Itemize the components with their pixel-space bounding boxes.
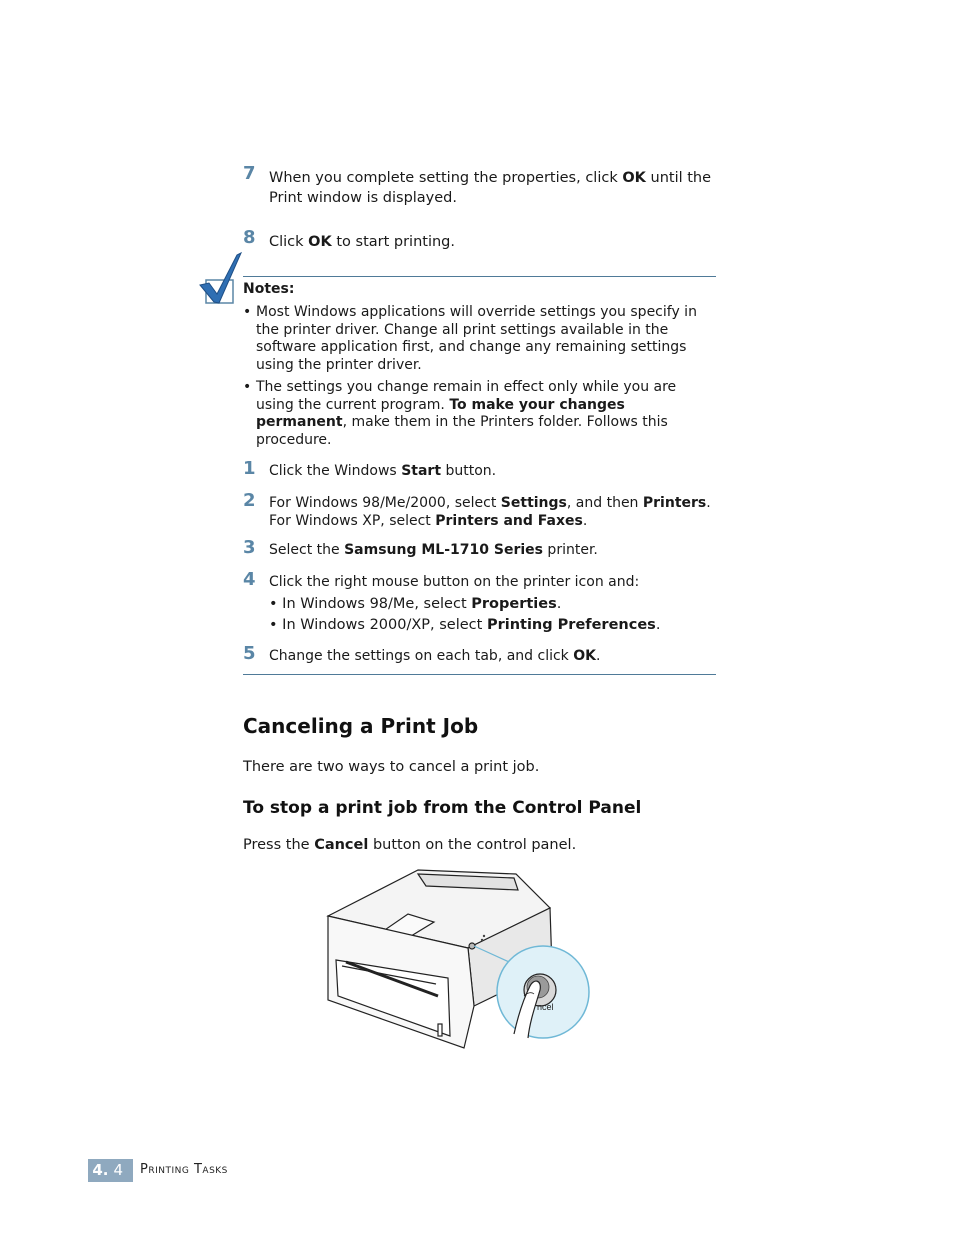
step-text: Click the right mouse button on the printer icon and: • In Windows 98/Me, select Properties. • In Windows 2000/XP, select Printing Preferences.: [269, 574, 723, 636]
checkmark-icon: [197, 250, 243, 306]
note-step-5: [243, 643, 723, 666]
note-step-1: [243, 458, 723, 481]
step-number: 7: [243, 163, 256, 184]
step-number: 4: [243, 569, 256, 590]
note-bullet-2: [243, 379, 713, 449]
sub-bullet: • In Windows 98/Me, select Properties.: [269, 595, 562, 612]
section-title: Canceling a Print Job: [243, 714, 479, 738]
note-step-4: [243, 569, 723, 636]
cancel-label: ncel: [537, 1002, 554, 1012]
step-8: [243, 227, 723, 252]
chapter-title: Printing Tasks: [140, 1162, 228, 1177]
section-intro: There are two ways to cancel a print job.: [243, 759, 540, 775]
step-number: 8: [243, 227, 256, 248]
subsection-title: To stop a print job from the Control Panel: [243, 798, 642, 818]
note-step-3: [243, 537, 723, 560]
bullet-dot: •: [243, 379, 252, 395]
note-bottom-rule: [243, 674, 716, 675]
notes-title: Notes:: [243, 281, 295, 297]
note-bullet-1: [243, 304, 713, 374]
step-number: 5: [243, 643, 256, 664]
step-number: 1: [243, 458, 256, 479]
note-top-rule: [243, 276, 716, 277]
page-number-badge: 4. 4: [88, 1159, 133, 1182]
press-cancel-text: Press the Cancel button on the control panel.: [243, 837, 577, 853]
step-text: For Windows 98/Me/2000, select Settings, and then Printers. For Windows XP, select Printers and Faxes.: [269, 495, 711, 529]
step-text: Click OK to start printing.: [269, 234, 455, 250]
step-text: When you complete setting the properties, click OK until the Print window is displayed.: [269, 170, 712, 206]
step-text: Click the Windows Start button.: [269, 463, 497, 479]
bullet-text: Most Windows applications will override settings you specify in the printer driver. Change all print settings available in the software application first, and change any remaining settings using the printer driver.: [256, 304, 697, 373]
step-text: Change the settings on each tab, and click OK.: [269, 648, 601, 664]
bullet-dot: •: [243, 304, 252, 320]
step-text: Select the Samsung ML-1710 Series printer.: [269, 542, 598, 558]
printer-illustration: [318, 866, 598, 1056]
step-7: [243, 163, 723, 208]
bullet-text: The settings you change remain in effect only while you are using the current program. To make your changes permanent, make them in the Printers folder. Follows this procedure.: [256, 379, 677, 448]
note-step-2: [243, 490, 723, 530]
step-number: 2: [243, 490, 256, 511]
step-number: 3: [243, 537, 256, 558]
sub-bullet: • In Windows 2000/XP, select Printing Preferences.: [269, 616, 661, 633]
